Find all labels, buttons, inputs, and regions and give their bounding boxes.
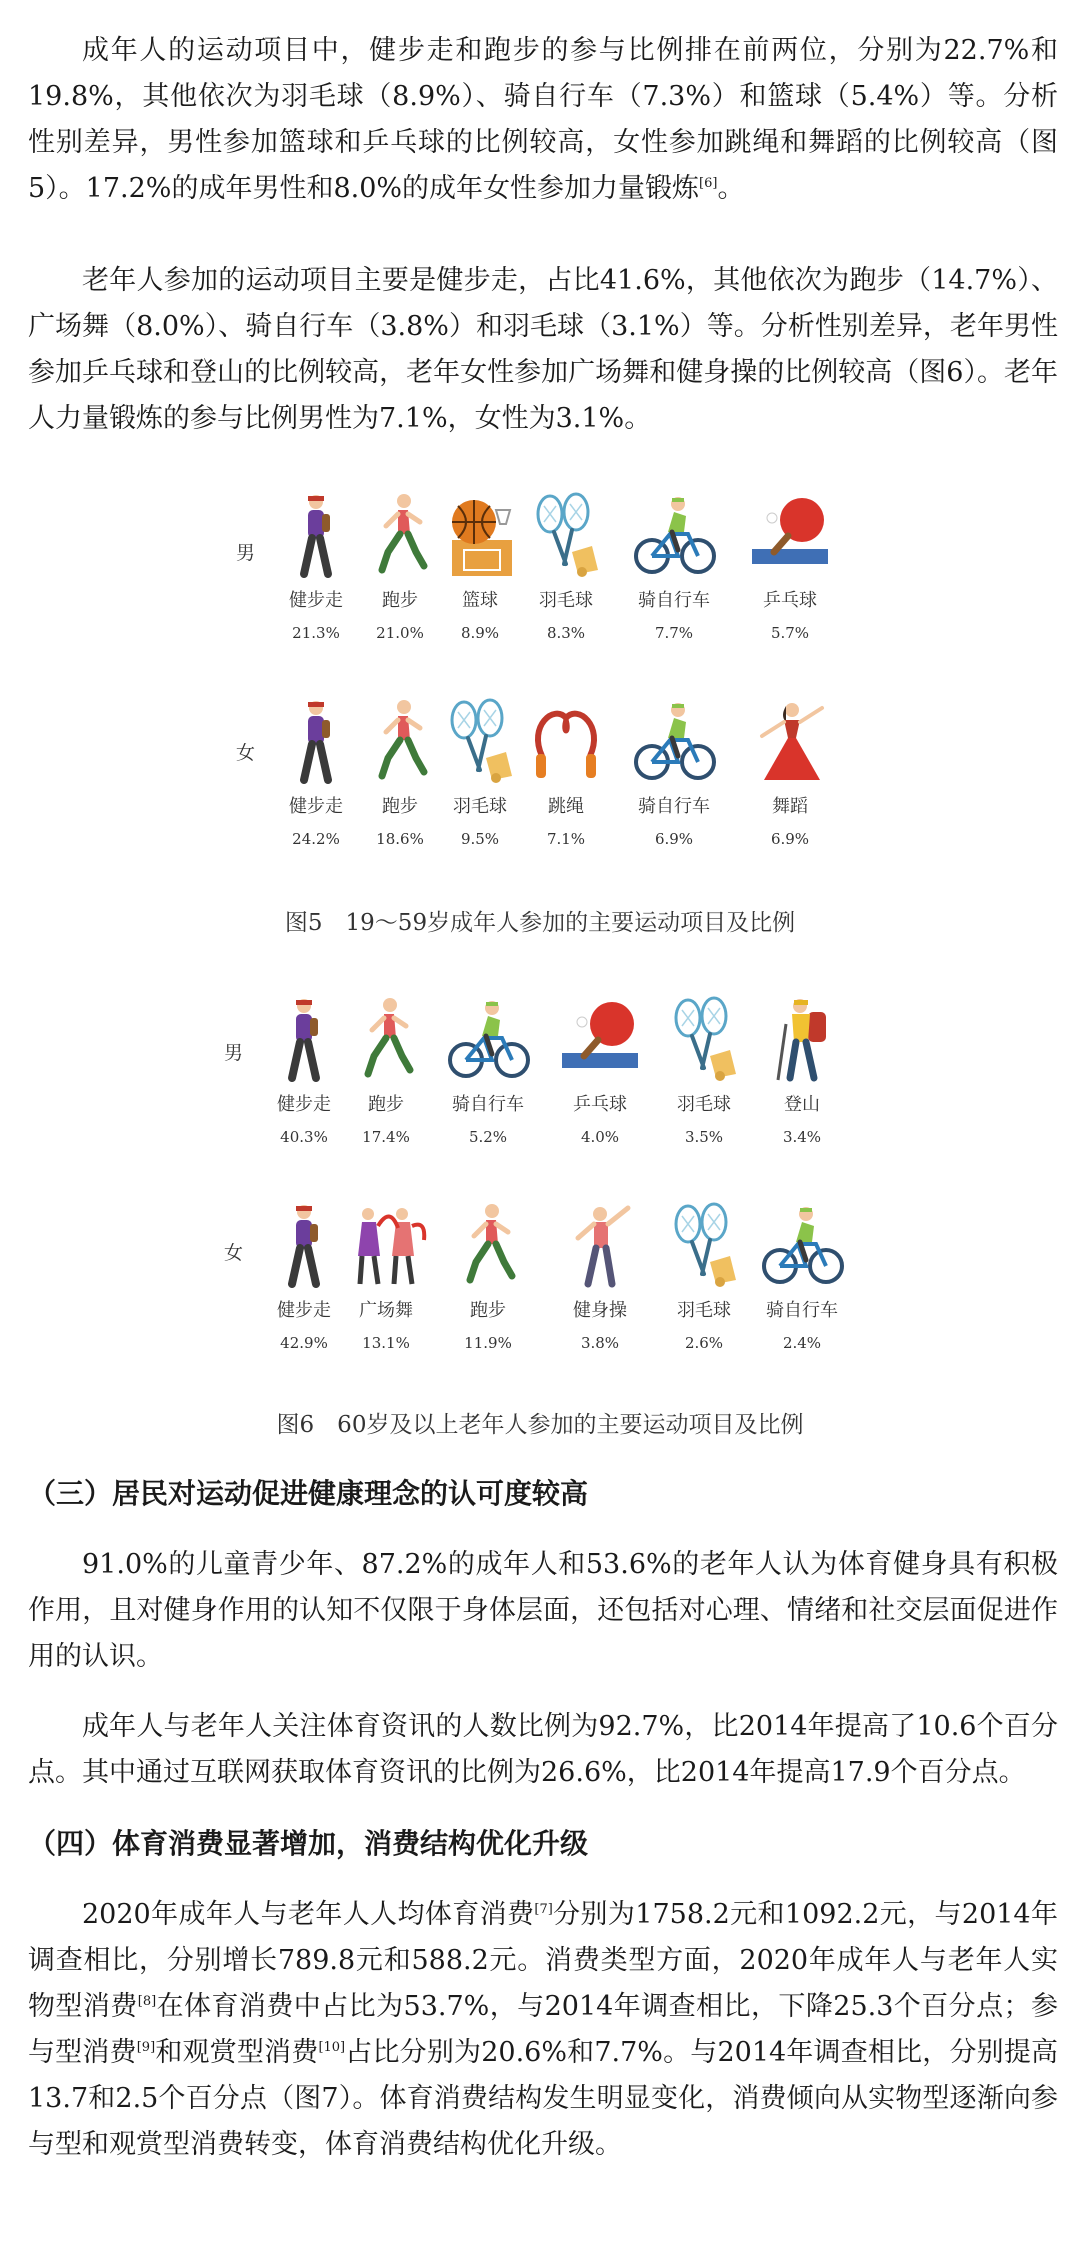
- paragraph-text: 。: [717, 173, 745, 204]
- paragraph-text: 占比分别为20.6%和7.7%。与2014年调查相比，分别提高13.7和2.5个百分点（图7）。体育消费结构发生明显变化，消费倾向从实物型逐渐向参与型和观赏型消费转变，体育消费结构优化升级。: [28, 2037, 1059, 2160]
- footnote-ref[interactable]: [10]: [318, 2040, 346, 2055]
- sport-percentage: 21.3%: [292, 624, 340, 642]
- sport-item: [428, 994, 548, 1146]
- paragraph-adult-sports: [28, 28, 1058, 212]
- jump-rope-icon: [520, 696, 612, 786]
- cyclist-icon: [628, 696, 720, 786]
- runner-icon: [442, 1200, 534, 1290]
- badminton-icon: [658, 1200, 750, 1290]
- sport-percentage: 18.6%: [376, 830, 424, 848]
- sport-item: [742, 1200, 862, 1352]
- paragraph-text: 在体育消费中占比为53.7%，与2014年调查相比，下降25.3个百分点；参与型消费: [28, 1991, 1058, 2068]
- sport-item: [428, 1200, 548, 1352]
- sport-name: 跑步: [470, 1300, 506, 1321]
- sport-percentage: 3.5%: [684, 1128, 724, 1146]
- sport-name: 骑自行车: [638, 590, 710, 611]
- dancer-icon: [744, 696, 836, 786]
- section-heading-4: （四）体育消费显著增加，消费结构优化升级: [28, 1827, 589, 1860]
- sport-name: 乒乓球: [763, 590, 817, 611]
- figure-6-caption: 图6 60岁及以上老年人参加的主要运动项目及比例: [276, 1412, 804, 1438]
- sport-percentage: 5.2%: [468, 1128, 508, 1146]
- sport-name: 健步走: [289, 590, 343, 611]
- sport-item: [614, 490, 734, 642]
- paragraph-text: 分别为1758.2元和1092.2元，与2014年调查相比，分别增长789.8元和588.2元。消费类型方面，2020年成年人与老年人实物型消费: [28, 1899, 1058, 2022]
- sport-percentage: 9.5%: [460, 830, 500, 848]
- gender-label-female: 女: [236, 742, 256, 764]
- sport-percentage: 6.9%: [770, 830, 810, 848]
- sport-percentage: 24.2%: [292, 830, 340, 848]
- sport-percentage: 17.4%: [362, 1128, 410, 1146]
- gender-label-male: 男: [224, 1042, 244, 1064]
- sport-percentage: 13.1%: [362, 1334, 410, 1352]
- paragraph-text: 和观赏型消费: [155, 2037, 319, 2068]
- sport-name: 骑自行车: [638, 796, 710, 817]
- paragraph-text: 2020年成年人与老年人人均体育消费: [82, 1899, 535, 1930]
- figure-5: [0, 480, 1080, 920]
- sport-percentage: 11.9%: [464, 1334, 512, 1352]
- paragraph-text: 成年人的运动项目中，健步走和跑步的参与比例排在前两位，分别为22.7%和19.8%，其他依次为羽毛球（8.9%）、骑自行车（7.3%）和篮球（5.4%）等。分析性别差异，男性参加篮球和乒乓球的比例较高，女性参加跳绳和舞蹈的比例较高（图5）。17.2%的成年男性和8.0%的成年女性参加力量锻炼: [28, 35, 1058, 204]
- footnote-ref[interactable]: [9]: [136, 2040, 156, 2055]
- sport-percentage: 3.8%: [580, 1334, 620, 1352]
- sport-name: 健步走: [277, 1300, 331, 1321]
- sport-name: 健步走: [289, 796, 343, 817]
- sport-name: 健身操: [573, 1300, 627, 1321]
- sport-percentage: 21.0%: [376, 624, 424, 642]
- figure-5-caption: 图5 19～59岁成年人参加的主要运动项目及比例: [284, 910, 796, 936]
- square-dance-icon: [340, 1200, 432, 1290]
- pingpong-icon: [554, 994, 646, 1084]
- sport-percentage: 5.7%: [770, 624, 810, 642]
- sport-percentage: 4.0%: [580, 1128, 620, 1146]
- runner-icon: [340, 994, 432, 1084]
- aerobics-icon: [554, 1200, 646, 1290]
- gender-label-male: 男: [236, 542, 256, 564]
- gender-label-female: 女: [224, 1242, 244, 1264]
- sport-item: [614, 696, 734, 848]
- sport-name: 广场舞: [359, 1300, 413, 1321]
- footnote-ref[interactable]: [8]: [137, 1994, 157, 2009]
- sport-name: 登山: [784, 1094, 820, 1115]
- sport-percentage: 42.9%: [280, 1334, 328, 1352]
- sport-item: [540, 1200, 660, 1352]
- sport-percentage: 6.9%: [654, 830, 694, 848]
- sport-name: 健步走: [277, 1094, 331, 1115]
- paragraph-elderly-sports: 老年人参加的运动项目主要是健步走，占比41.6%，其他依次为跑步（14.7%）、广场舞（8.0%）、骑自行车（3.8%）和羽毛球（3.1%）等。分析性别差异，老年男性参加乒乓球和登山的比例较高，老年女性参加广场舞和健身操的比例较高（图6）。老年人力量锻炼的参与比例男性为7.1%，女性为3.1%。: [28, 265, 1058, 434]
- sport-name: 跑步: [382, 796, 418, 817]
- paragraph-sports-news: 成年人与老年人关注体育资讯的人数比例为92.7%，比2014年提高了10.6个百分点。其中通过互联网获取体育资讯的比例为26.6%，比2014年提高17.9个百分点。: [28, 1711, 1058, 1788]
- sport-item: [506, 490, 626, 642]
- footnote-ref[interactable]: [6]: [699, 176, 718, 191]
- sport-item: [540, 994, 660, 1146]
- badminton-icon: [658, 994, 750, 1084]
- sport-name: 跳绳: [548, 796, 584, 817]
- cyclist-icon: [628, 490, 720, 580]
- sport-name: 羽毛球: [677, 1300, 731, 1321]
- sport-name: 舞蹈: [772, 796, 808, 817]
- sport-item: [730, 696, 850, 848]
- sport-percentage: 7.7%: [654, 624, 694, 642]
- sport-name: 跑步: [382, 590, 418, 611]
- sport-percentage: 7.1%: [546, 830, 586, 848]
- sport-percentage: 2.6%: [684, 1334, 724, 1352]
- sport-item: [742, 994, 862, 1146]
- section-heading-3: （三）居民对运动促进健康理念的认可度较高: [28, 1477, 589, 1510]
- sport-item: [506, 696, 626, 848]
- cyclist-icon: [442, 994, 534, 1084]
- sport-name: 篮球: [462, 590, 498, 611]
- sport-percentage: 8.3%: [546, 624, 586, 642]
- sport-name: 羽毛球: [453, 796, 507, 817]
- sport-name: 乒乓球: [573, 1094, 627, 1115]
- paragraph-health-awareness: 91.0%的儿童青少年、87.2%的成年人和53.6%的老年人认为体育健身具有积极作用，且对健身作用的认知不仅限于身体层面，还包括对心理、情绪和社交层面促进作用的认识。: [28, 1549, 1058, 1672]
- paragraph-sports-consumption: [28, 1892, 1058, 2168]
- sport-name: 羽毛球: [539, 590, 593, 611]
- badminton-icon: [520, 490, 612, 580]
- footnote-ref[interactable]: [7]: [534, 1902, 553, 1917]
- cyclist-icon: [756, 1200, 848, 1290]
- sport-percentage: 2.4%: [782, 1334, 822, 1352]
- sport-name: 骑自行车: [452, 1094, 524, 1115]
- pingpong-icon: [744, 490, 836, 580]
- hiker-icon: [756, 994, 848, 1084]
- figure-6: [0, 992, 1080, 1392]
- sport-percentage: 3.4%: [782, 1128, 822, 1146]
- sport-item: [730, 490, 850, 642]
- sport-percentage: 40.3%: [280, 1128, 328, 1146]
- sport-percentage: 8.9%: [460, 624, 500, 642]
- sport-name: 跑步: [368, 1094, 404, 1115]
- sport-name: 羽毛球: [677, 1094, 731, 1115]
- sport-name: 骑自行车: [766, 1300, 838, 1321]
